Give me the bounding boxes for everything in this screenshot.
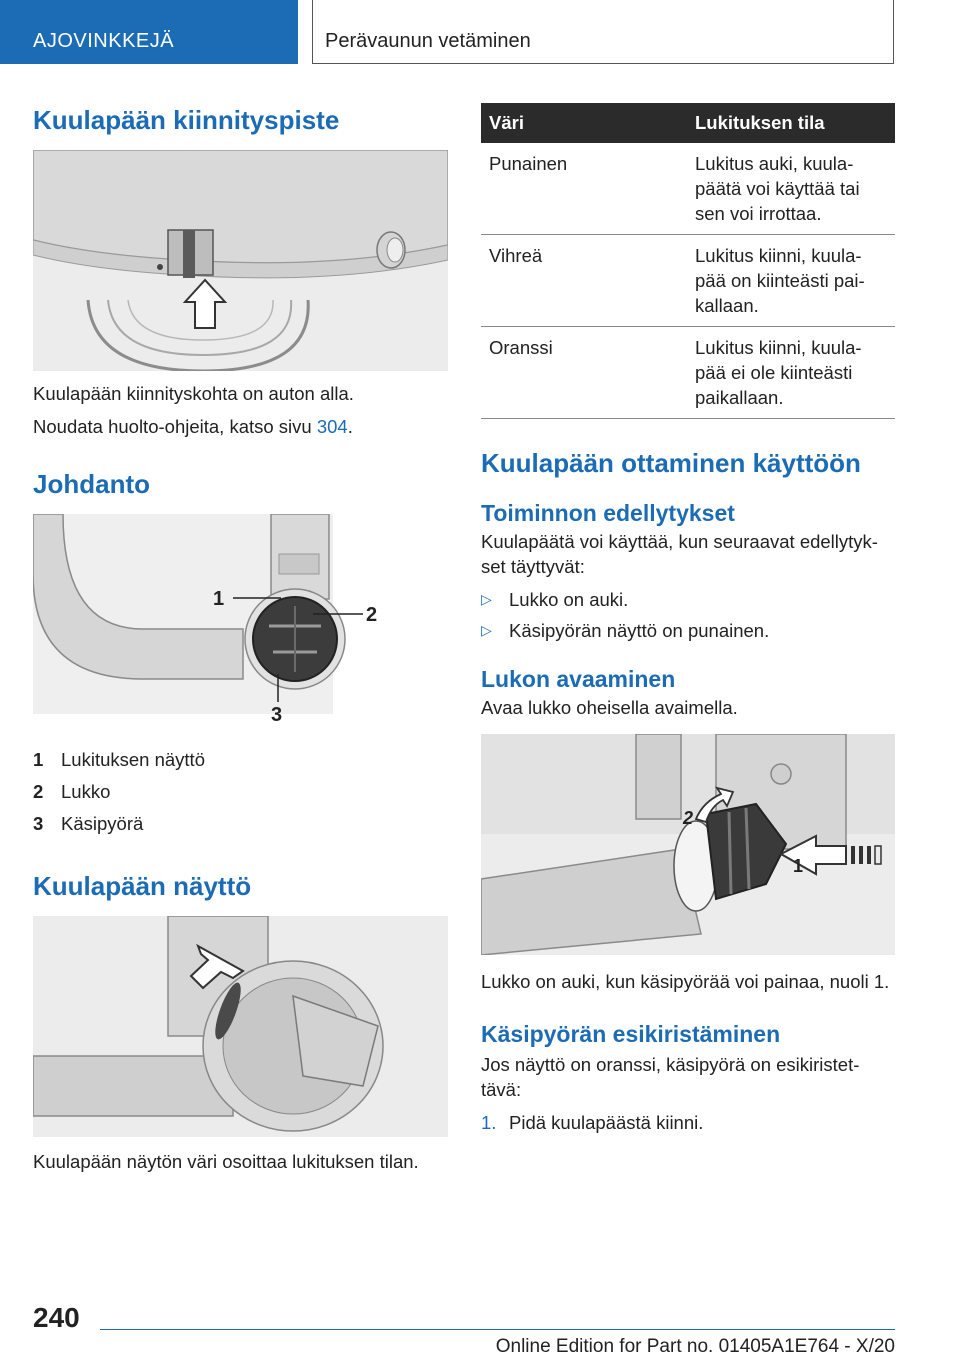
- legend-item: [33, 744, 448, 776]
- cell-line: Lukitus kiinni, kuula-: [695, 337, 862, 358]
- text-edellytykset-2: set täyttyvät:: [481, 556, 585, 577]
- cell-line: pää on kiinteästi pai-: [695, 270, 865, 291]
- cell-line: Lukitus kiinni, kuula-: [695, 245, 862, 266]
- footer-divider: [100, 1329, 895, 1330]
- table-row: [481, 143, 895, 235]
- table-header-color: Väri: [481, 103, 687, 143]
- left-column: [33, 100, 448, 1174]
- chapter-title-box: [312, 0, 894, 64]
- heading-avaaminen: Lukon avaaminen: [481, 666, 676, 692]
- text-huolto-ohjeet: [33, 414, 448, 439]
- triangle-bullet-icon: ▷: [481, 591, 492, 607]
- text-esikiristys-1: Jos näyttö on oranssi, käsipyörä on esikiristet-: [481, 1054, 860, 1075]
- legend-number: 1: [33, 749, 44, 770]
- text-avaaminen: Avaa lukko oheisella avaimella.: [481, 697, 738, 718]
- legend-number: 2: [33, 781, 44, 802]
- ball-head-overview-illustration: [33, 514, 448, 736]
- legend-number: 3: [33, 813, 44, 834]
- section-tab: [0, 0, 298, 64]
- triangle-bullet-icon: ▷: [481, 622, 492, 638]
- right-column: [481, 103, 895, 1135]
- callout-2: 2: [366, 604, 378, 626]
- step-text: Pidä kuulapäästä kiinni.: [509, 1112, 704, 1133]
- cell-color: Oranssi: [481, 327, 687, 419]
- image-callout-2: 2: [683, 808, 694, 828]
- heading-johdanto: Johdanto: [33, 469, 150, 499]
- text-kiinnityskohta: Kuulapään kiinnityskohta on auton alla.: [33, 383, 354, 404]
- cell-color: Vihreä: [481, 235, 687, 327]
- callout-3: 3: [271, 704, 283, 726]
- cell-line: kallaan.: [695, 295, 759, 316]
- cell-state: [687, 235, 895, 327]
- cell-line: sen voi irrottaa.: [695, 203, 822, 224]
- text-esikiristys-2: tävä:: [481, 1079, 522, 1100]
- ball-head-display-illustration: [33, 916, 448, 1137]
- page-header: [0, 0, 960, 66]
- table-header-row: [481, 103, 895, 143]
- step-number: 1.: [481, 1112, 497, 1133]
- callout-1: 1: [213, 588, 225, 610]
- heading-naytto: Kuulapään näyttö: [33, 871, 252, 901]
- cell-color: Punainen: [481, 143, 687, 235]
- page-link-304[interactable]: 304: [316, 416, 348, 437]
- legend-list: [33, 744, 448, 840]
- cell-line: Lukitus auki, kuula-: [695, 153, 854, 174]
- text-lukko-auki: Lukko on auki, kun käsipyörää voi painaa, nuoli 1.: [481, 971, 890, 992]
- cell-state: [687, 143, 895, 235]
- legend-item: [33, 776, 448, 808]
- cell-state: [687, 327, 895, 419]
- lock-opening-illustration: [481, 734, 895, 955]
- table-header-state: Lukituksen tila: [687, 103, 895, 143]
- image-callout-1: 1: [793, 856, 804, 876]
- text-edellytykset-1: Kuulapäätä voi käyttää, kun seuraavat edellytyk-: [481, 531, 878, 552]
- page-number: 240: [33, 1302, 80, 1333]
- chapter-title: Perävaunun vetäminen: [325, 30, 531, 52]
- status-table: [481, 103, 895, 419]
- heading-esikiristaminen: Käsipyörän esikiristäminen: [481, 1021, 781, 1047]
- heading-kayttoon: Kuulapään ottaminen käyttöön: [481, 448, 861, 478]
- bullet-text: Lukko on auki.: [509, 589, 629, 610]
- bullet-item: [481, 587, 895, 612]
- heading-edellytykset: Toiminnon edellytykset: [481, 500, 735, 526]
- table-row: [481, 327, 895, 419]
- text-naytto: Kuulapään näytön väri osoittaa lukituksen tilan.: [33, 1151, 419, 1172]
- table-row: [481, 235, 895, 327]
- cell-line: päätä voi käyttää tai: [695, 178, 860, 199]
- legend-label: Lukko: [61, 781, 111, 802]
- section-label: AJOVINKKEJÄ: [33, 30, 175, 52]
- hitch-mount-illustration: [33, 150, 448, 371]
- bullet-text: Käsipyörän näyttö on punainen.: [509, 620, 770, 641]
- legend-label: Lukituksen näyttö: [61, 749, 205, 770]
- step-item: [481, 1110, 895, 1135]
- heading-kiinnityspiste: Kuulapään kiinnityspiste: [33, 105, 340, 135]
- bullet-item: [481, 618, 895, 643]
- cell-line: pää ei ole kiinteästi: [695, 362, 853, 383]
- legend-label: Käsipyörä: [61, 813, 144, 834]
- cell-line: paikallaan.: [695, 387, 784, 408]
- legend-item: [33, 808, 448, 840]
- text-huolto-post: .: [347, 416, 353, 437]
- footer-edition: Online Edition for Part no. 01405A1E764 - X/20: [495, 1336, 895, 1357]
- text-huolto-pre: Noudata huolto-ohjeita, katso sivu: [33, 416, 317, 437]
